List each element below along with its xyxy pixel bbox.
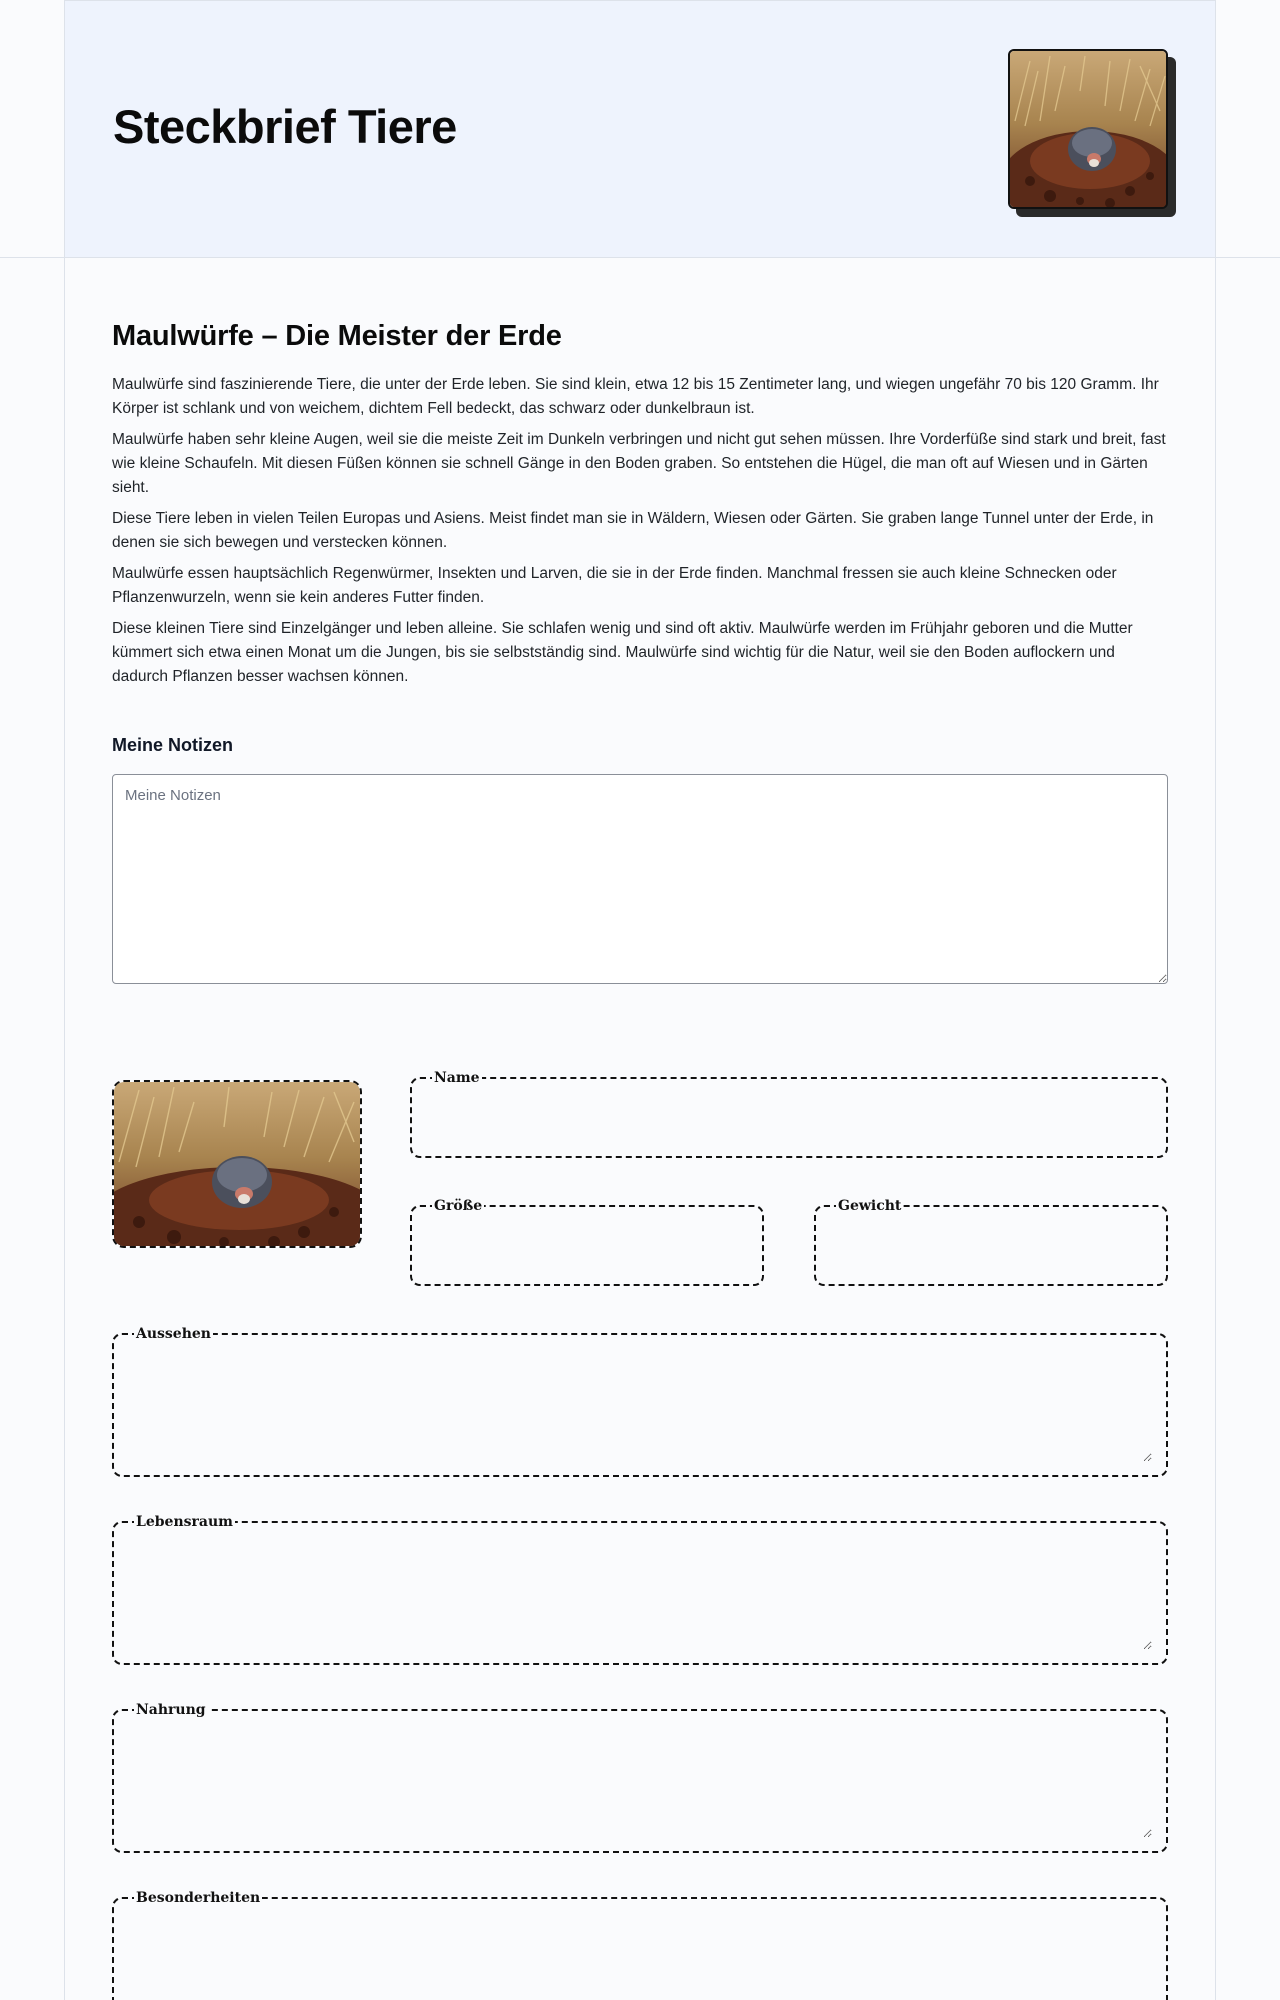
special-label: Besonderheiten	[136, 1890, 261, 1906]
article-paragraph: Maulwürfe sind faszinierende Tiere, die unter der Erde leben. Sie sind klein, etwa 12 bis 15 Zentimeter lang, und wiegen ungefähr 70 bis 120 Gramm. Ihr Körper ist schlank und von weichem, dichtem Fell bedeckt, das schwarz oder dunkelbraun ist.	[112, 376, 1159, 417]
name-input[interactable]	[426, 1086, 1152, 1142]
weight-field	[814, 1198, 1168, 1286]
appearance-label: Aussehen	[136, 1326, 211, 1342]
appearance-field	[112, 1326, 1168, 1477]
right-border	[1215, 0, 1216, 2000]
article-title: Maulwürfe – Die Meister der Erde	[112, 320, 562, 352]
header	[65, 0, 1215, 257]
main-content	[112, 258, 1168, 1980]
appearance-textarea[interactable]	[128, 1342, 1152, 1462]
mole-photo-icon	[114, 1082, 362, 1248]
weight-label: Gewicht	[838, 1198, 902, 1214]
notes-label: Meine Notizen	[112, 735, 234, 755]
article-body	[112, 373, 1168, 689]
article-paragraph: Diese kleinen Tiere sind Einzelgänger und leben alleine. Sie schlafen wenig und sind oft aktiv. Maulwürfe werden im Frühjahr geboren und die Mutter kümmert sich etwa einen Monat um die Jungen, bis sie selbstständig sind. Maulwürfe sind wichtig für die Natur, weil sie den Boden auflockern und dadurch Pflanzen besser wachsen können.	[112, 620, 1133, 685]
left-border	[64, 0, 65, 2000]
form-mole-photo	[112, 1080, 362, 1248]
special-field	[112, 1890, 1168, 2000]
notes-textarea[interactable]	[112, 774, 1168, 984]
article-paragraph: Maulwürfe essen hauptsächlich Regenwürmer, Insekten und Larven, die sie in der Erde finden. Manchmal fressen sie auch kleine Schnecken oder Pflanzenwurzeln, wenn sie kein anderes Futter finden.	[112, 565, 1117, 606]
article-paragraph: Diese Tiere leben in vielen Teilen Europas und Asiens. Meist findet man sie in Wäldern, Wiesen oder Gärten. Sie graben lange Tunnel unter der Erde, in denen sie sich bewegen und verstecken können.	[112, 510, 1154, 551]
food-label: Nahrung	[136, 1702, 206, 1718]
name-label: Name	[434, 1070, 480, 1086]
mole-photo	[1008, 49, 1168, 209]
mole-photo-icon	[1010, 51, 1168, 209]
header-photo-frame	[1008, 49, 1168, 209]
habitat-textarea[interactable]	[128, 1530, 1152, 1650]
name-field	[410, 1070, 1168, 1158]
weight-input[interactable]	[830, 1214, 1152, 1270]
size-label: Größe	[434, 1198, 483, 1214]
food-textarea[interactable]	[128, 1718, 1152, 1838]
habitat-field	[112, 1514, 1168, 1665]
article-paragraph: Maulwürfe haben sehr kleine Augen, weil sie die meiste Zeit im Dunkeln verbringen und nicht gut sehen müssen. Ihre Vorderfüße sind stark und breit, fast wie kleine Schaufeln. Mit diesen Füßen können sie schnell Gänge in den Boden graben. So entstehen die Hügel, die man oft auf Wiesen und in Gärten sieht.	[112, 431, 1166, 496]
habitat-label: Lebensraum	[136, 1514, 233, 1530]
page-title: Steckbrief Tiere	[113, 100, 457, 153]
size-field	[410, 1198, 764, 1286]
size-input[interactable]	[426, 1214, 748, 1270]
profile-form	[112, 1070, 1168, 1980]
food-field	[112, 1702, 1168, 1853]
special-textarea[interactable]	[128, 1906, 1152, 2000]
